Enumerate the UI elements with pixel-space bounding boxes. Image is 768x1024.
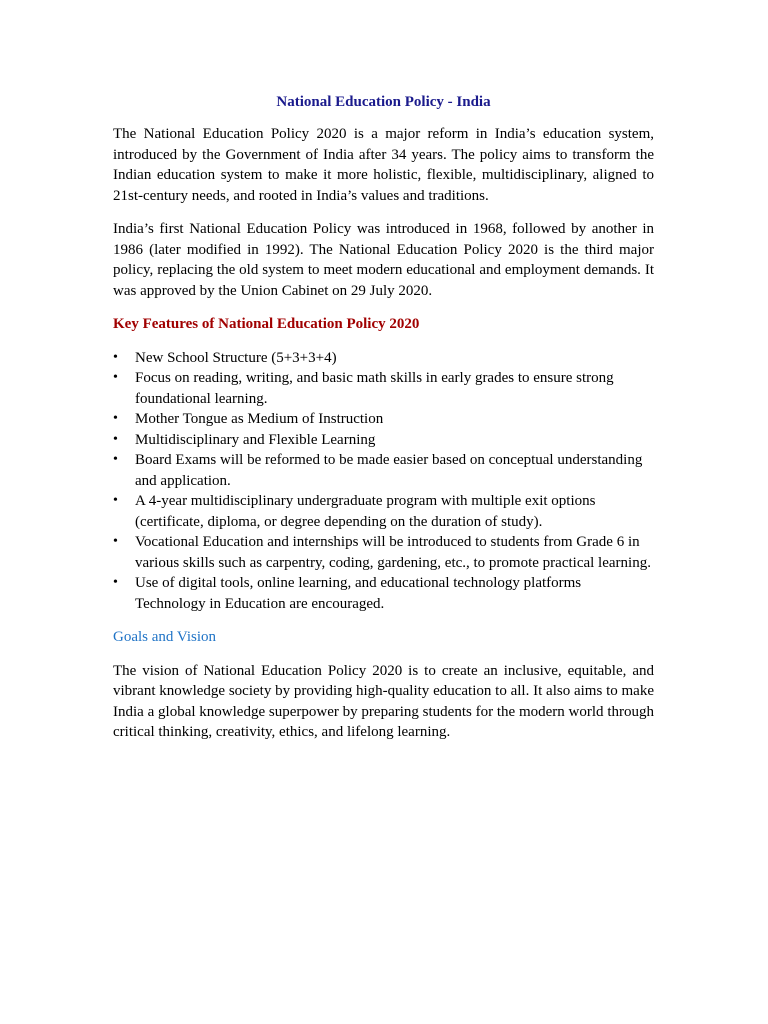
feature-text: Focus on reading, writing, and basic math skills in early grades to ensure strong foundational learning.: [135, 370, 614, 407]
bullet-icon: •: [113, 370, 118, 385]
document-title: National Education Policy - India: [276, 94, 491, 110]
intro-paragraph-1: The National Education Policy 2020 is a major reform in India’s education system, introduced by the Government of India after 34 years. The policy aims to transform the Indian education system to make it more holistic, flexible, multidisciplinary, aligned to 21st-century needs, and rooted in India’s values and traditions.: [113, 126, 654, 204]
list-item: [113, 491, 654, 532]
list-item: [113, 573, 654, 614]
bullet-icon: •: [113, 452, 118, 467]
list-item: [113, 450, 654, 491]
feature-text: Use of digital tools, online learning, and educational technology platforms Technology in Education are encouraged.: [135, 575, 582, 612]
feature-text: Multidisciplinary and Flexible Learning: [135, 431, 376, 448]
document-page: [113, 92, 654, 756]
goals-heading: Goals and Vision: [113, 629, 216, 645]
features-heading: Key Features of National Education Policy 2020: [113, 316, 420, 332]
list-item: [113, 532, 654, 573]
intro-paragraph-2: India’s first National Education Policy was introduced in 1968, followed by another in 1986 (later modified in 1992). The National Education Policy 2020 is the third major policy, replacing the old system to meet modern educational and employment demands. It was approved by the Union Cabinet on 29 July 2020.: [113, 221, 654, 299]
features-list: [113, 348, 654, 615]
bullet-icon: •: [113, 411, 118, 426]
bullet-icon: •: [113, 349, 118, 365]
feature-text: A 4-year multidisciplinary undergraduate program with multiple exit options (certificate, diploma, or degree depending on the duration of study).: [135, 493, 596, 530]
goals-paragraph: The vision of National Education Policy 2020 is to create an inclusive, equitable, and vibrant knowledge society by providing high-quality education to all. It also aims to make India a global knowledge superpower by preparing students for the modern world through critical thinking, creativity, ethics, and lifelong learning.: [113, 662, 654, 740]
bullet-icon: •: [113, 534, 118, 549]
feature-text: Vocational Education and internships will be introduced to students from Grade 6 in various skills such as carpentry, coding, gardening, etc., to promote practical learning.: [135, 534, 651, 571]
list-item: [113, 409, 654, 430]
feature-text: Board Exams will be reformed to be made easier based on conceptual understanding and application.: [135, 452, 643, 489]
bullet-icon: •: [113, 493, 118, 508]
bullet-icon: •: [113, 575, 118, 590]
list-item: [113, 348, 654, 369]
list-item: [113, 430, 654, 451]
feature-text: New School Structure (5+3+3+4): [135, 349, 337, 366]
list-item: [113, 368, 654, 409]
bullet-icon: •: [113, 431, 118, 447]
feature-text: Mother Tongue as Medium of Instruction: [135, 411, 384, 427]
